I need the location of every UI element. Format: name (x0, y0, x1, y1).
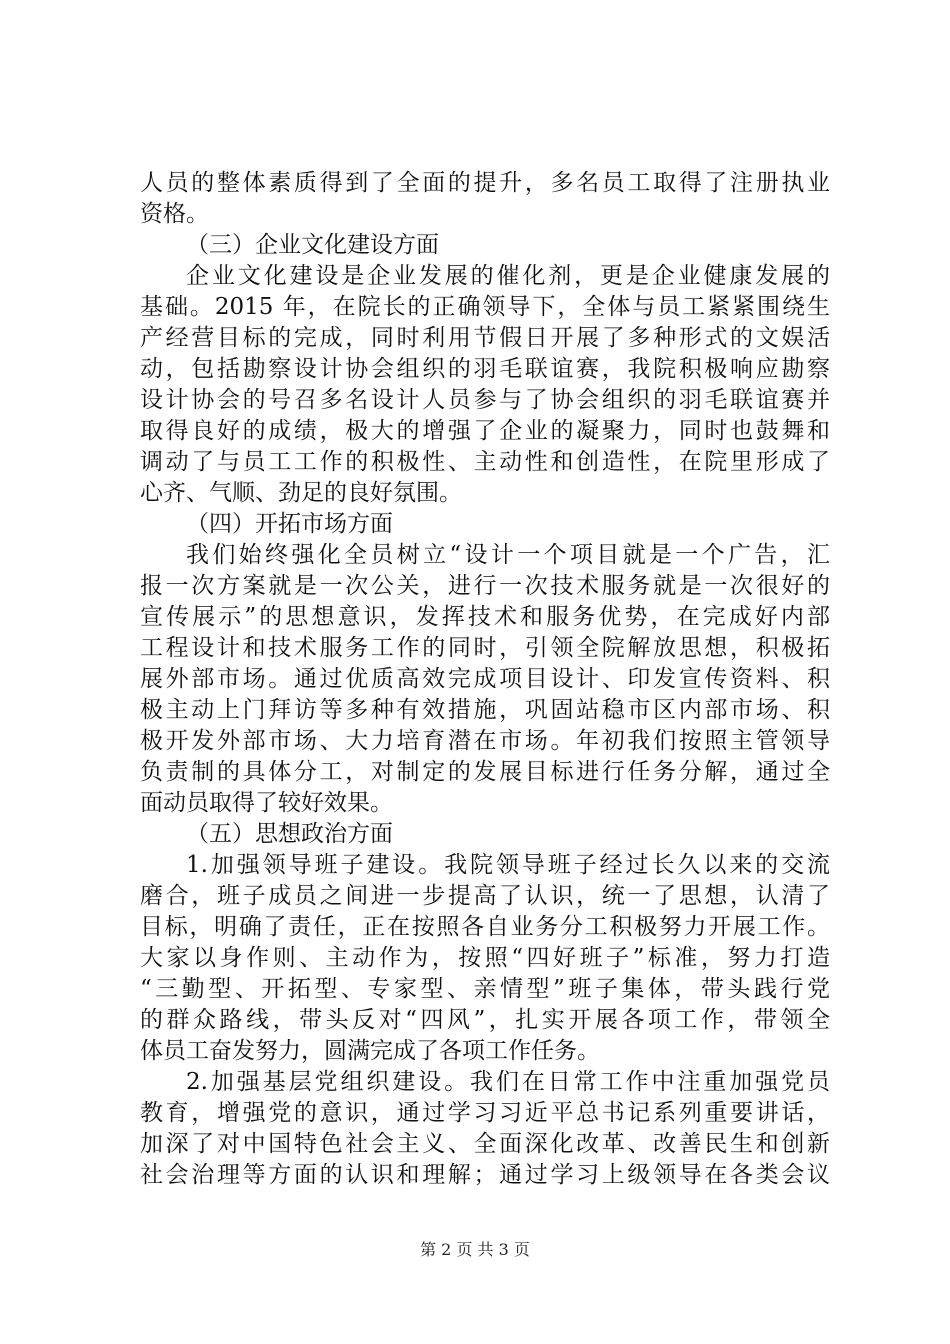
text-line: 磨合，班子成员之间进一步提高了认识，统一了思想，认清了 (140, 883, 830, 909)
text-line: （五）思想政治方面 (186, 821, 393, 847)
text-line: 负责制的具体分工，对制定的发展目标进行任务分解，通过全 (140, 759, 830, 785)
text-line: 大家以身作则、主动作为，按照“四好班子”标准，努力打造 (140, 945, 830, 971)
text-line: 调动了与员工工作的积极性、主动性和创造性，在院里形成了 (140, 449, 830, 475)
text-line: 我们始终强化全员树立“设计一个项目就是一个广告，汇 (186, 542, 830, 568)
text-line: （四）开拓市场方面 (186, 511, 393, 537)
text-line: 极主动上门拜访等多种有效措施，巩固站稳市区内部市场、积 (140, 697, 830, 723)
text-line: 加深了对中国特色社会主义、全面深化改革、改善民生和创新 (140, 1131, 830, 1157)
text-line: 人员的整体素质得到了全面的提升，多名员工取得了注册执业 (140, 170, 830, 196)
text-line: 资格。 (140, 201, 209, 227)
text-line: 宣传展示”的思想意识，发挥技术和服务优势，在完成好内部 (140, 604, 830, 630)
text-line: 心齐、气顺、劲足的良好氛围。 (140, 480, 462, 506)
text-line: 取得良好的成绩，极大的增强了企业的凝聚力，同时也鼓舞和 (140, 418, 830, 444)
text-line: 的群众路线，带头反对“四风”，扎实开展各项工作，带领全 (140, 1007, 830, 1033)
text-line: 设计协会的号召多名设计人员参与了协会组织的羽毛联谊赛并 (140, 387, 830, 413)
text-line: 极开发外部市场、大力培育潜在市场。年初我们按照主管领导 (140, 728, 830, 754)
text-line: 展外部市场。通过优质高效完成项目设计、印发宣传资料、积 (140, 666, 830, 692)
text-line: 教育，增强党的意识，通过学习习近平总书记系列重要讲话， (140, 1100, 830, 1126)
text-line: 企业文化建设是企业发展的催化剂，更是企业健康发展的 (186, 263, 830, 289)
text-line: 基础。2015 年，在院长的正确领导下，全体与员工紧紧围绕生 (140, 294, 830, 320)
text-line: 面动员取得了较好效果。 (140, 790, 393, 816)
text-line: 体员工奋发努力，圆满完成了各项工作任务。 (140, 1038, 600, 1064)
text-line: （三）企业文化建设方面 (186, 232, 439, 258)
text-line: 社会治理等方面的认识和理解；通过学习上级领导在各类会议 (140, 1162, 830, 1188)
text-line: 目标，明确了责任，正在按照各自业务分工积极努力开展工作。 (140, 914, 830, 940)
text-line: 产经营目标的完成，同时利用节假日开展了多种形式的文娱活 (140, 325, 830, 351)
text-line: 1.加强领导班子建设。我院领导班子经过长久以来的交流 (186, 852, 830, 878)
text-line: 动，包括勘察设计协会组织的羽毛联谊赛，我院积极响应勘察 (140, 356, 830, 382)
page-footer: 第 2 页 共 3 页 (420, 1240, 530, 1259)
text-line: 报一次方案就是一次公关，进行一次技术服务就是一次很好的 (140, 573, 830, 599)
text-line: 2.加强基层党组织建设。我们在日常工作中注重加强党员 (186, 1069, 830, 1095)
text-line: 工程设计和技术服务工作的同时，引领全院解放思想，积极拓 (140, 635, 830, 661)
text-line: “三勤型、开拓型、专家型、亲情型”班子集体，带头践行党 (140, 976, 830, 1002)
document-body (140, 168, 830, 1191)
